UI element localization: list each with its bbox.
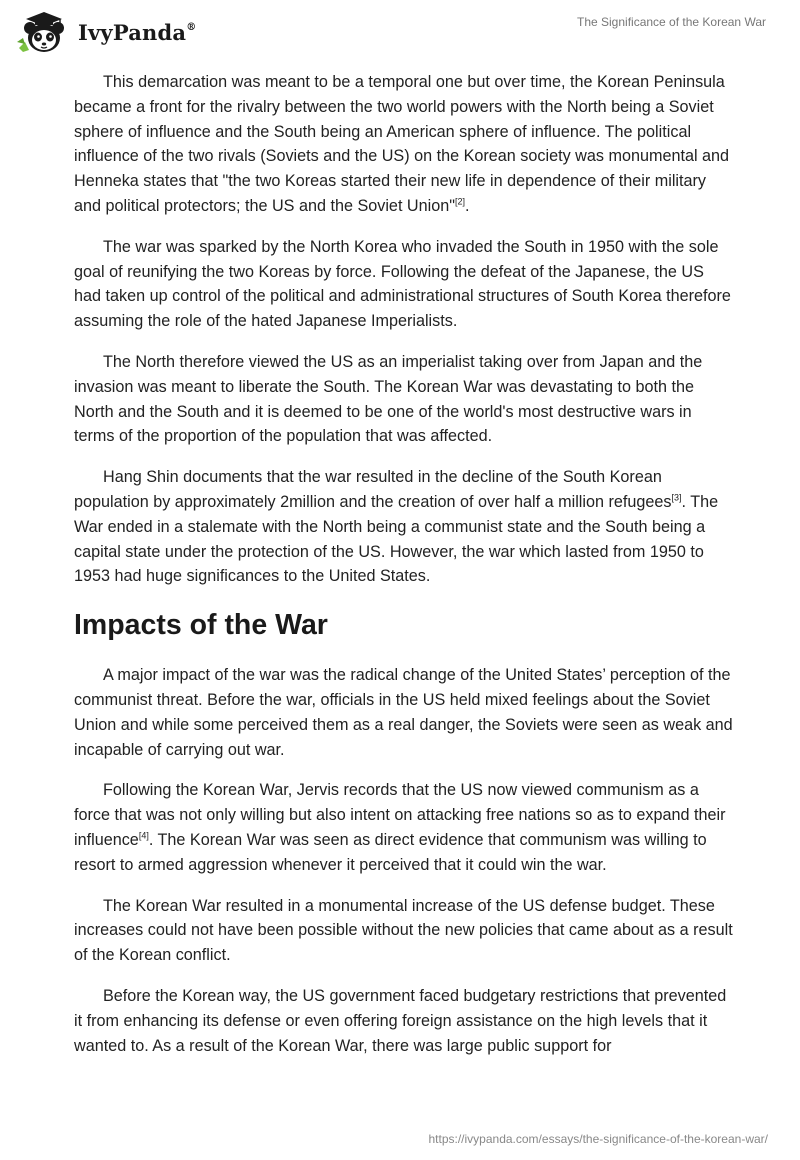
footnote-ref[interactable]: [2] bbox=[454, 196, 465, 207]
paragraph: The Korean War resulted in a monumental increase of the US defense budget. These increases could not have been possible without the new policies that came about as a result of the Korean conflict. bbox=[74, 896, 733, 965]
paragraph: A major impact of the war was the radical change of the United States’ perception of the communist threat. Before the war, officials in the US held mixed feelings about the Soviet Union and while some perceived them as a real danger, the Soviets were seen as weak and incapable of carrying out war. bbox=[74, 666, 733, 759]
page-header bbox=[0, 0, 800, 60]
paragraph: This demarcation was meant to be a temporal one but over time, the Korean Peninsula became a front for the rivalry between the two world powers with the North being a Soviet sphere of influence and the South being an American sphere of influence. The political influence of the two rivals (Soviets and the US) on the Korean society was monumental and Henneka states that "the two Koreas started their new life in dependence of their military and political protectors; the US and the Soviet Union"[2]. bbox=[74, 73, 730, 215]
paragraph: Following the Korean War, Jervis records that the US now viewed communism as a force that was not only willing but also intent on attacking free nations so as to expand their influence[4]. The Korean War was seen as direct evidence that communism was willing to resort to armed aggression whenever it perceived that it could win the war. bbox=[74, 781, 726, 874]
article-body bbox=[74, 70, 734, 1074]
brand-name[interactable]: IvyPanda® bbox=[78, 20, 197, 45]
section-heading: Impacts of the War bbox=[74, 609, 328, 642]
paragraph: Hang Shin documents that the war resulted in the decline of the South Korean population by approximately 2million and the creation of over half a million refugees[3]. The War ended in a stalemate with the North being a communist state and the South being a capital state under the protection of the US. However, the war which lasted from 1950 to 1953 had huge significances to the United States. bbox=[74, 468, 719, 586]
panda-logo-icon[interactable] bbox=[16, 8, 72, 56]
document-title: The Significance of the Korean War bbox=[577, 15, 766, 29]
footnote-ref[interactable]: [3] bbox=[671, 492, 682, 503]
footnote-ref[interactable]: [4] bbox=[138, 830, 149, 841]
paragraph: The war was sparked by the North Korea who invaded the South in 1950 with the sole goal of reunifying the two Koreas by force. Following the defeat of the Japanese, the US had taken up control of the political and administrational structures of South Korea therefore assuming the role of the hated Japanese Imperialists. bbox=[74, 237, 731, 331]
source-url-link[interactable]: https://ivypanda.com/essays/the-significance-of-the-korean-war/ bbox=[428, 1132, 768, 1146]
paragraph: Before the Korean way, the US government faced budgetary restrictions that prevented it from enhancing its defense or even offering foreign assistance on the high levels that it wanted to. As a result of the Korean War, there was large public support for bbox=[74, 986, 727, 1055]
paragraph: The North therefore viewed the US as an imperialist taking over from Japan and the invasion was meant to liberate the South. The Korean War was devastating to both the North and the South and it is deemed to be one of the world's most destructive wars in terms of the proportion of the population that was affected. bbox=[74, 352, 703, 446]
